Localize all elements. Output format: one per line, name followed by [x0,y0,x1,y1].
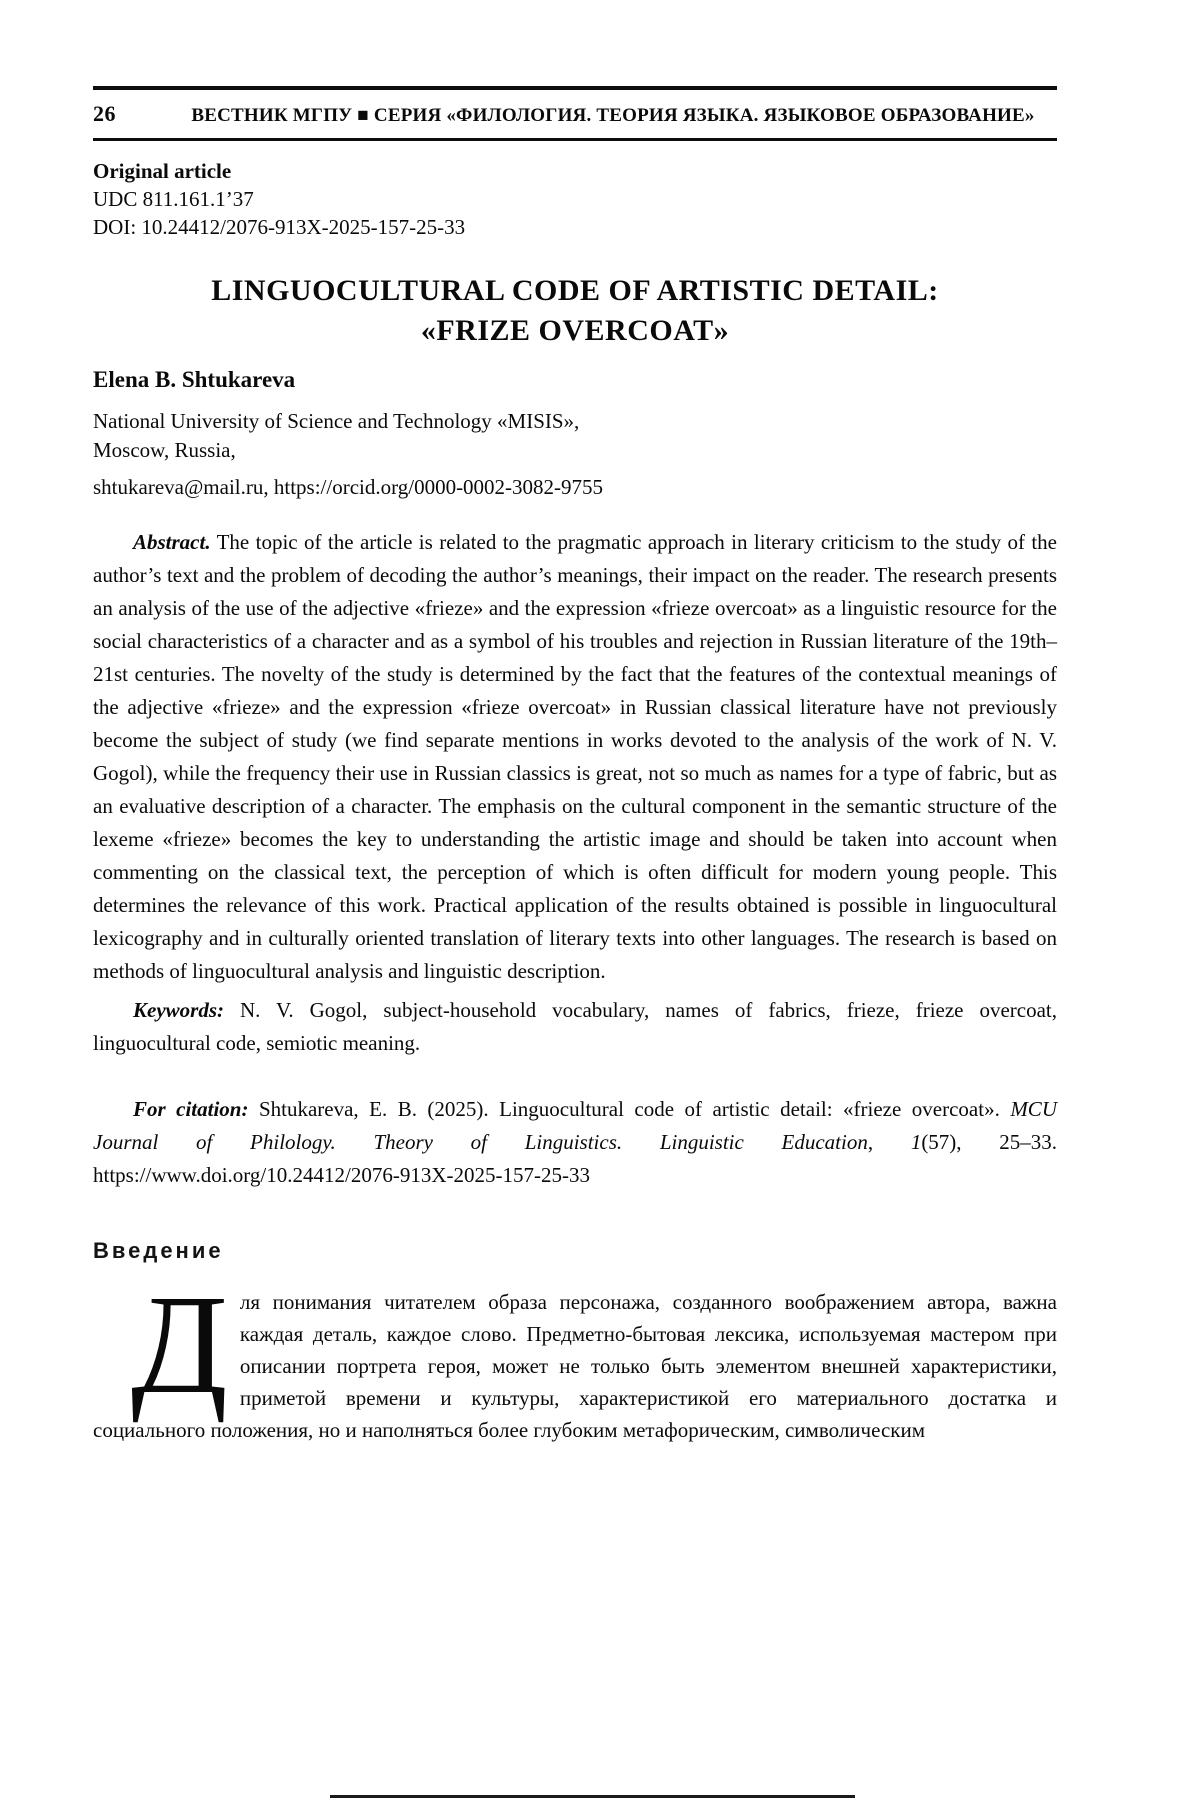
abstract-paragraph [93,526,1057,988]
drop-cap-letter: Д [131,1265,228,1423]
page-bottom-rule-fragment [330,1795,855,1798]
author-affiliation [93,407,1057,465]
contact-separator: , [263,475,274,499]
citation-paragraph [93,1093,1057,1192]
running-header [93,90,1057,138]
keywords-text: N. V. Gogol, subject-household vocabulary, names of fabrics, frieze, frieze overcoat, linguocultural code, semiotic meaning. [93,998,1057,1055]
abstract-label: Abstract. [133,530,211,554]
citation-volume: 1 [910,1130,922,1154]
article-meta [93,157,1057,241]
affiliation-line-2: Moscow, Russia, [93,438,236,462]
article-title-line-1: LINGUOCULTURAL CODE OF ARTISTIC DETAIL: [211,274,939,307]
citation-issue-pages: (57), 25–33. [921,1130,1057,1154]
introduction-paragraph [93,1265,1057,1446]
header-rule-bottom [93,138,1057,141]
article-title [93,271,1057,351]
citation-journal-name: MCU Journal of Philology. Theory of Linguistics. Linguistic Education [93,1097,1057,1154]
udc-line: UDC 811.161.1’37 [93,187,254,211]
introduction-text: ля понимания читателем образа персонажа, созданного воображением автора, важна каждая деталь, каждое слово. Предметно-бытовая лексика, используемая мастером при описании портрета героя, может не только быть элементом внешней характеристики, приметой времени и культуры, характеристикой его материального достатка и социального положения, но и наполняться более глубоким метафорическим, символическим [93,1290,1057,1442]
doi-link[interactable]: https://www.doi.org/10.24412/2076-913X-2025-157-25-33 [93,1163,590,1187]
abstract-text: The topic of the article is related to the pragmatic approach in literary criticism to the study of the author’s text and the problem of decoding the author’s meanings, their impact on the reader. The research presents an analysis of the use of the adjective «frieze» and the expression «frieze overcoat» as a linguistic resource for the social characteristics of a character and as a symbol of his troubles and rejection in Russian literature of the 19th–21st centuries. The novelty of the study is determined by the fact that the features of the contextual meanings of the adjective «frieze» and the expression «frieze overcoat» in Russian classical literature have not previously become the subject of study (we find separate mentions in works devoted to the analysis of the work of N. V. Gogol), while the frequency their use in Russian classics is great, not so much as names for a type of fabric, but as an evaluative description of a character. The emphasis on the cultural component in the semantic structure of the lexeme «frieze» becomes the key to understanding the artistic image and should be taken into account when commenting on the classical text, the perception of which is often difficult for modern young people. This determines the relevance of this work. Practical application of the results obtained is possible in linguocultural lexicography and in culturally oriented translation of literary texts into other languages. The research is based on methods of linguocultural analysis and linguistic description. [93,530,1057,983]
affiliation-line-1: National University of Science and Technology «MISIS», [93,409,580,433]
author-contact-line [93,473,1057,502]
keywords-label: Keywords: [133,998,224,1022]
author-email[interactable]: shtukareva@mail.ru [93,475,264,499]
keywords-paragraph [93,994,1057,1060]
article-type-label: Original article [93,159,232,183]
page-content [93,0,1057,1446]
journal-series-title: ВЕСТНИК МГПУ ■ СЕРИЯ «ФИЛОЛОГИЯ. ТЕОРИЯ ЯЗЫКА. ЯЗЫКОВОЕ ОБРАЗОВАНИЕ» [191,105,1035,126]
orcid-link[interactable]: https://orcid.org/0000-0002-3082-9755 [273,475,604,499]
article-title-line-2: «FRIZE OVERCOAT» [420,314,730,347]
citation-separator: , [867,1130,911,1154]
citation-label: For citation: [133,1097,249,1121]
section-heading-introduction: Введение [93,1238,224,1263]
citation-authors-title: Shtukareva, E. B. (2025). Linguocultural code of artistic detail: «frieze overcoat». [248,1097,1011,1121]
page-number: 26 [93,101,116,126]
author-name: Elena B. Shtukareva [93,367,296,392]
doi-line: DOI: 10.24412/2076-913X-2025-157-25-33 [93,215,466,239]
